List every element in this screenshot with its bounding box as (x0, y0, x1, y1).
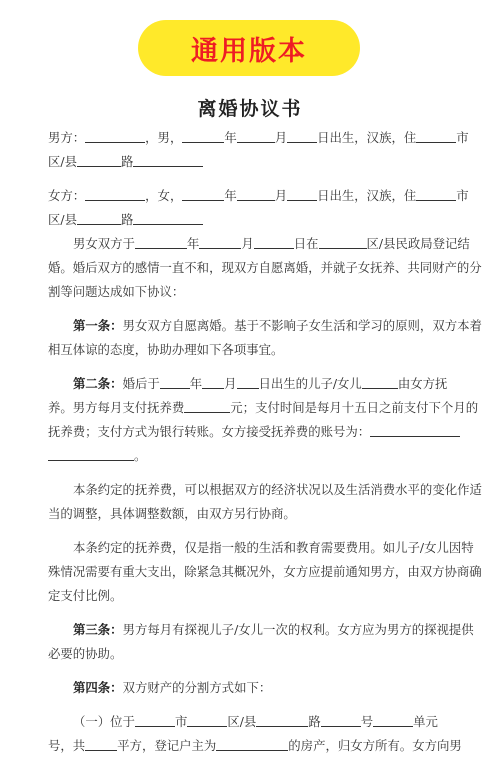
article-3-line-2: 必要的协助。 (48, 646, 123, 661)
article-2-text-1: 婚后于 (122, 376, 160, 391)
article-4-line-2-end: 的房产，归女方所有。女方向男 (288, 738, 462, 753)
version-badge-text: 通用版本 (191, 35, 307, 67)
intro-year-blank (135, 234, 187, 249)
para-2-line-2: 殊情况需要有重大支出，除紧急其概况外，女方应提前通知男方，由双方协商确 (48, 564, 482, 579)
article-4-road-blank (256, 712, 308, 727)
woman-name-blank (85, 186, 145, 201)
man-gender: ，男， (145, 130, 183, 145)
support-scope-paragraph (48, 536, 482, 608)
article-4-label: 第四条： (73, 680, 123, 695)
article-1-line-1: 男女双方自愿离婚。基于不影响子女生活和学习的原则，双方本着 (122, 318, 482, 333)
article-2-account-label: 抚养费；支付方式为银行转账。女方接受抚养费的账号为： (48, 424, 371, 439)
woman-gender: ，女， (145, 188, 183, 203)
article-4-item: （一）位于 (73, 714, 135, 729)
article-4-area-blank (85, 736, 117, 751)
para-1-line-1: 本条约定的抚养费，可以根据双方的经济状况以及生活消费水平的变化作适 (73, 482, 482, 497)
article-2-label: 第二条： (73, 376, 123, 391)
article-4-city-blank (135, 712, 175, 727)
article-4-area-label: 号，共 (48, 738, 86, 753)
woman-day-blank (287, 186, 317, 201)
article-4-line-1: 双方财产的分割方式如下： (122, 680, 272, 695)
article-4-district: 区/县 (227, 714, 257, 729)
intro-text-1: 男女双方于 (73, 236, 135, 251)
man-month: 月 (274, 130, 288, 145)
article-2-year-blank (160, 374, 190, 389)
man-road-blank (133, 152, 203, 167)
woman-city: 市 (456, 188, 469, 203)
woman-district: 区/县 (48, 212, 77, 227)
intro-day-blank (254, 234, 294, 249)
document-title: 离婚协议书 (197, 98, 303, 120)
intro-year: 年 (186, 236, 200, 251)
man-district: 区/县 (48, 154, 77, 169)
article-4-unit: 单元 (413, 714, 438, 729)
article-2-account-blank-2 (48, 446, 134, 461)
man-label: 男方： (48, 130, 86, 145)
intro-text-5: 区/县民政局登记结 (366, 236, 470, 251)
woman-road-blank (133, 210, 203, 225)
man-year: 年 (224, 130, 237, 145)
article-4-no: 号 (360, 714, 374, 729)
article-2-month: 月 (224, 376, 237, 391)
article-2-child-name-blank (362, 374, 398, 389)
article-4-owner-label: 平方，登记户主为 (117, 738, 217, 753)
article-4-city: 市 (174, 714, 188, 729)
woman-month: 月 (274, 188, 288, 203)
woman-year-blank (182, 186, 224, 201)
intro-line-3: 割等问题达成如下协议： (48, 284, 185, 299)
intro-month-blank (199, 234, 241, 249)
article-2-fee-label: 养。男方每月支付抚养费 (48, 400, 185, 415)
woman-month-blank (237, 186, 275, 201)
article-4-owner-blank (216, 736, 288, 751)
intro-paragraph (48, 232, 482, 304)
article-4-district-blank (187, 712, 227, 727)
article-4 (48, 676, 462, 758)
intro-day: 日在 (293, 236, 319, 251)
article-4-unit-blank (373, 712, 413, 727)
man-born: 日出生，汉族，住 (317, 130, 417, 145)
man-district-blank (77, 152, 121, 167)
man-day-blank (287, 128, 317, 143)
man-city-blank (416, 128, 456, 143)
article-2-year: 年 (189, 376, 203, 391)
article-2-fee-blank (184, 398, 230, 413)
woman-district-blank (77, 210, 121, 225)
article-3-line-1: 男方每月有探视儿子/女儿一次的权利。女方应为男方的探视提供 (122, 622, 474, 637)
agreement-body (48, 126, 482, 758)
man-month-blank (237, 128, 275, 143)
article-2 (48, 372, 479, 468)
intro-line-2: 婚。婚后双方的感情一直不和，现双方自愿离婚，并就子女抚养、共同财产的分 (48, 260, 482, 275)
man-info (48, 126, 469, 174)
intro-month: 月 (241, 236, 254, 251)
article-3 (48, 618, 474, 666)
woman-year: 年 (224, 188, 237, 203)
support-adjust-paragraph (48, 478, 482, 526)
article-1-line-2: 相互体谅的态度，协助办理如下各项事宜。 (48, 342, 284, 357)
article-3-label: 第三条： (73, 622, 123, 637)
article-2-text-5: 由女方抚 (397, 376, 448, 391)
woman-road: 路 (120, 212, 134, 227)
article-2-account-blank (370, 422, 460, 437)
woman-city-blank (416, 186, 456, 201)
para-1-line-2: 当的调整，具体调整数额，由双方另行协商。 (48, 506, 296, 521)
woman-born: 日出生，汉族，住 (317, 188, 417, 203)
intro-place-blank (319, 234, 367, 249)
man-year-blank (182, 128, 224, 143)
para-2-line-1: 本条约定的抚养费，仅是指一般的生活和教育需要费用。如儿子/女儿因特 (73, 540, 474, 555)
article-2-month-blank (202, 374, 224, 389)
woman-info (48, 184, 469, 232)
article-1-label: 第一条： (73, 318, 123, 333)
article-2-fee-text: 元；支付时间是每月十五日之前支付下个月的 (230, 400, 479, 415)
man-name-blank (85, 128, 145, 143)
article-1 (48, 314, 482, 362)
para-2-line-3: 定支付比例。 (48, 588, 123, 603)
article-2-child: 日出生的儿子/女儿 (258, 376, 362, 391)
article-2-day-blank (237, 374, 259, 389)
woman-label: 女方： (48, 188, 86, 203)
article-4-no-blank (321, 712, 361, 727)
man-road: 路 (120, 154, 134, 169)
article-2-end: 。 (134, 448, 147, 463)
man-city: 市 (456, 130, 469, 145)
article-4-road: 路 (308, 714, 321, 729)
version-badge (138, 20, 360, 76)
